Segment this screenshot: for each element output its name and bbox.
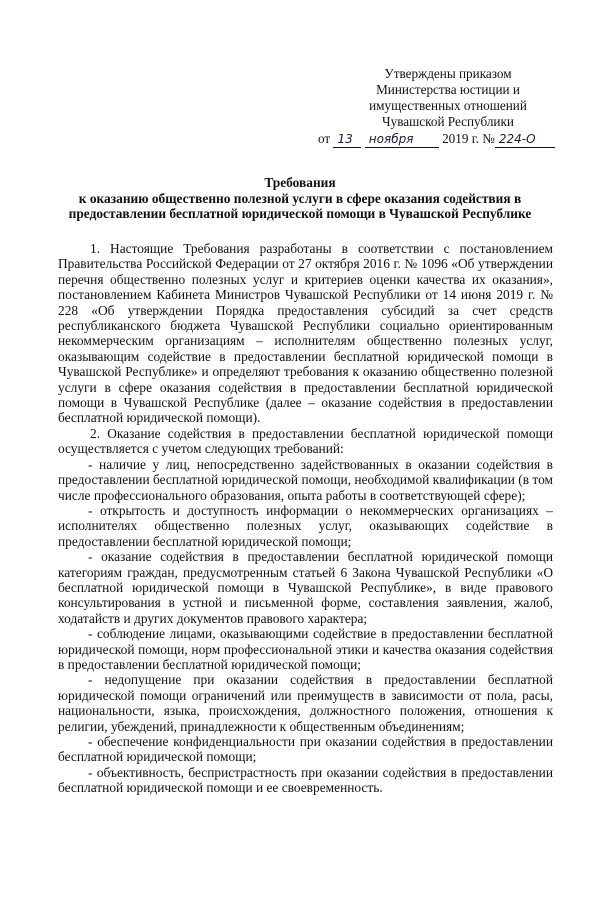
- title-subline: предоставлении бесплатной юридической помощи в Чувашской Республике: [68, 206, 532, 221]
- handwritten-order-number: 224-О: [495, 131, 555, 148]
- requirement-item: - недопущение при оказании содействия в предоставлении бесплатной юридической помощи ограничений или преимуществ в зависимости от пола, расы, национальности, языка, происхождения, должностного положения, отношения к религии, убеждений, принадлежности к общественным объединениям;: [58, 672, 553, 734]
- requirement-item: - соблюдение лицами, оказывающими содействие в предоставлении бесплатной юридической помощи, норм профессиональной этики и качества оказания содействия в предоставлении бесплатной юридической помощи;: [58, 626, 553, 672]
- paragraph-2: 2. Оказание содействия в предоставлении бесплатной юридической помощи осуществляется с учетом следующих требований:: [58, 425, 553, 457]
- requirement-item: - объективность, беспристрастность при оказании содействия в предоставлении бесплатной юридической помощи и ее своевременность.: [58, 764, 553, 796]
- paragraph-1: 1. Настоящие Требования разработаны в соответствии с постановлением Правительства Российской Федерации от 27 октября 2016 г. № 1096 «Об утверждении перечня общественно полезных услуг и критериев оценки качества их оказания», постановлением Кабинета Министров Чувашской Республики от 14 июня 2019 г. № 228 «Об утверждении Порядка предоставления субсидий за счет средств республиканского бюджета Чувашской Республики социально ориентированным некоммерческим организациям – исполнителям общественно полезных услуг, оказывающим содействие в предоставлении бесплатной юридической помощи в Чувашской Республике» и определяют требования к оказанию общественно полезной услуги в сфере оказания содействия в предоставлении бесплатной юридической помощи в Чувашской Республике (далее – оказание содействия в предоставлении бесплатной юридической помощи).: [58, 241, 553, 426]
- document-title: [40, 175, 560, 222]
- title-heading: Требования: [264, 175, 336, 190]
- requirement-item: - обеспечение конфиденциальности при оказании содействия в предоставлении бесплатной юридической помощи;: [58, 734, 553, 765]
- approval-line: Министерства юстиции и: [376, 82, 520, 97]
- title-subline: к оказанию общественно полезной услуги в сфере оказания содействия в: [78, 190, 522, 206]
- date-year: 2019 г. №: [442, 131, 495, 146]
- approval-line: имущественных отношений: [369, 98, 527, 113]
- requirement-item: - открытость и доступность информации о некоммерческих организациях – исполнителях общественно полезных услуг, оказывающих содействие в предоставлении бесплатной юридической помощи;: [58, 502, 553, 549]
- requirement-item: - наличие у лиц, непосредственно задействованных в оказании содействия в предоставлении бесплатной юридической помощи, необходимой квалификации (в том числе профессионального образования, опыта работы в соответствующей сфере);: [58, 456, 553, 503]
- requirement-item: - оказание содействия в предоставлении бесплатной юридической помощи категориям граждан, предусмотренным статьей 6 Закона Чувашской Республики «О бесплатной юридической помощи в Чувашской Республике», в виде правового консультирования в устной и письменной форме, составления заявления, жалоб, ходатайств и других документов правового характера;: [58, 549, 553, 626]
- date-prefix: от: [318, 131, 331, 146]
- handwritten-month: ноября: [365, 131, 439, 148]
- approval-stamp: [318, 66, 578, 148]
- approval-line: Чувашской Республики: [382, 114, 514, 129]
- handwritten-day: 13: [333, 131, 361, 148]
- approval-date-line: [318, 131, 578, 148]
- document-body: [58, 241, 553, 796]
- approval-line: Утверждены приказом: [384, 66, 512, 81]
